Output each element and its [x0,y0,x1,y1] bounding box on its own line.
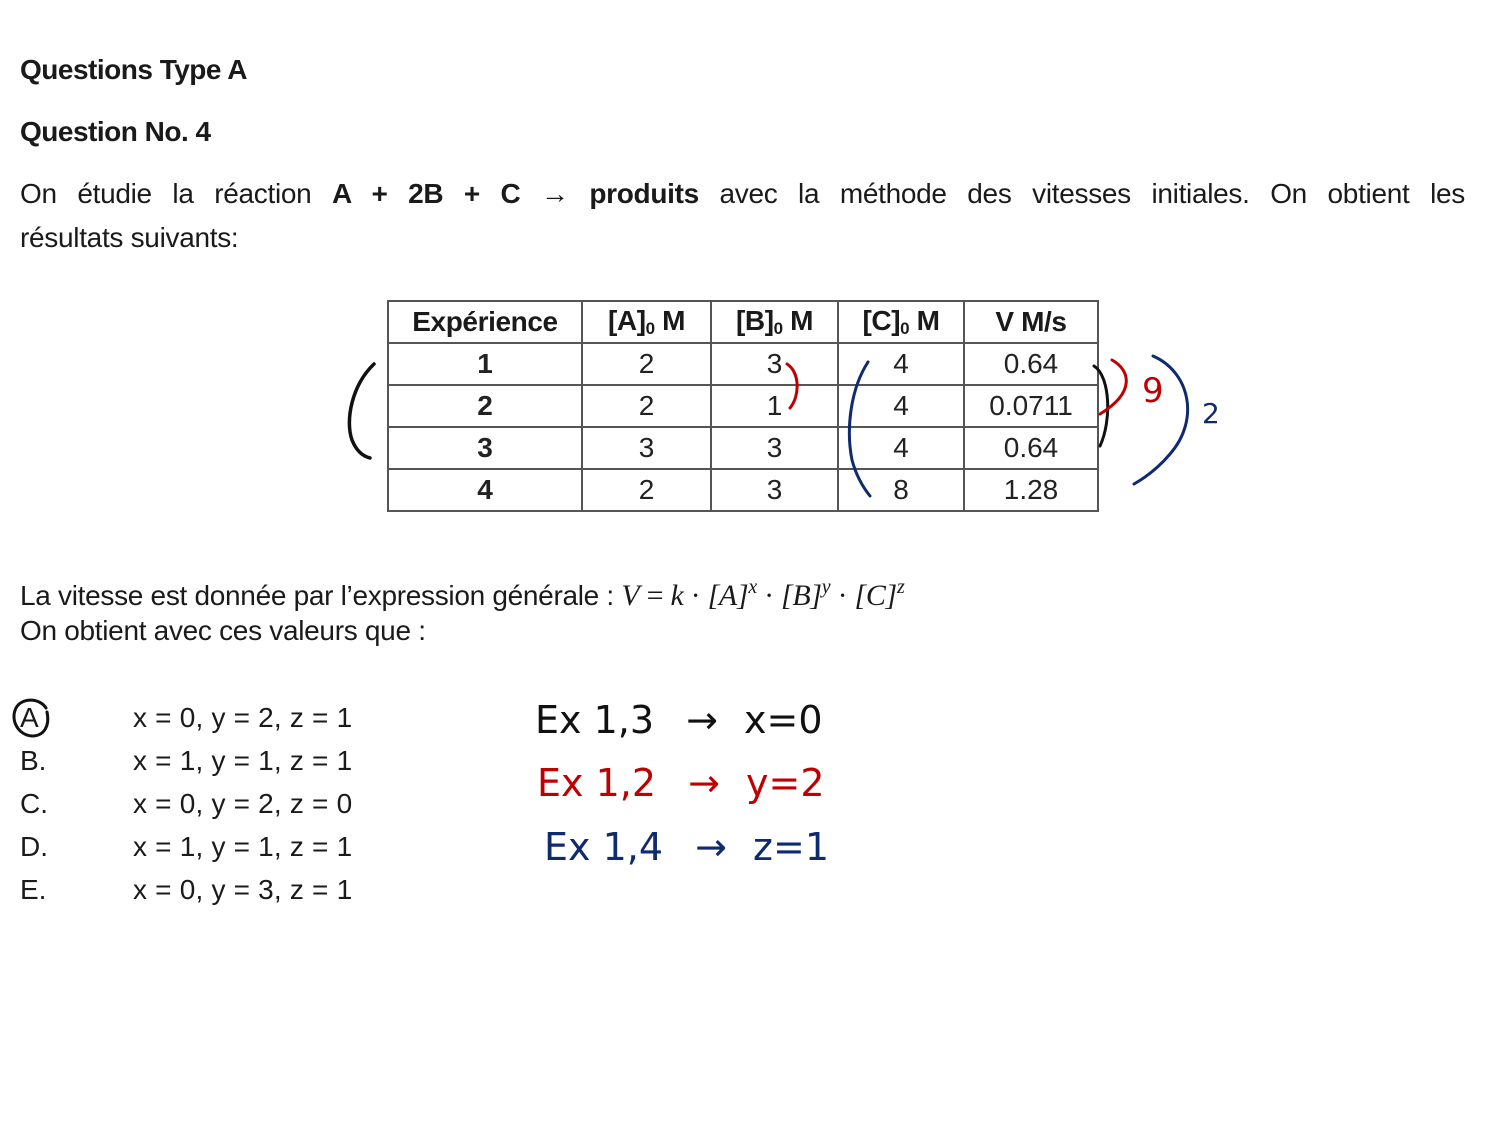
rate-law-text: La vitesse est donnée par l’expression générale : [20,580,622,611]
note-ex12: Ex 1,2 → y=2 [537,761,825,805]
cell-a: 2 [582,343,711,385]
cell-v: 1.28 [964,469,1098,511]
cell-b: 1 [711,385,838,427]
intro-line-1 [20,172,1465,216]
cell-v: 0.64 [964,343,1098,385]
intro-suffix: avec la méthode des vitesses initiales. On obtient les [698,178,1465,209]
bracket-blue-right-icon [1134,356,1188,484]
reaction-products: produits [589,178,699,209]
cell-b: 3 [711,427,838,469]
option-text: x = 1, y = 1, z = 1 [133,831,353,862]
bracket-black-left-icon [349,364,374,458]
table-header-row [388,301,1098,343]
option-text: x = 0, y = 2, z = 0 [133,788,353,819]
option-letter: D. [20,831,48,862]
reaction-arrow: → [541,178,569,209]
option-text: x = 1, y = 1, z = 1 [133,745,353,776]
option-text: x = 0, y = 3, z = 1 [133,874,353,905]
cell-c: 4 [838,385,964,427]
cell-b: 3 [711,469,838,511]
question-title: Question No. 4 [20,116,211,147]
prompt-text: On obtient avec ces valeurs que : [20,615,426,646]
cell-v: 0.64 [964,427,1098,469]
header-a0: $[A]_0$ M [582,301,711,343]
table-row [388,385,1098,427]
cell-a: 3 [582,427,711,469]
reaction-equation: A + 2B + C [332,178,521,209]
table-row [388,427,1098,469]
table-row [388,469,1098,511]
header-c0: $[C]_0$ M [838,301,964,343]
section-title: Questions Type A [20,54,247,85]
header-b0: $[B]_0$ M [711,301,838,343]
cell-exp: 1 [388,343,582,385]
cell-a: 2 [582,469,711,511]
cell-exp: 3 [388,427,582,469]
option-letter: E. [20,874,47,905]
option-letter: C. [20,788,48,819]
cell-c: 4 [838,343,964,385]
intro-prefix: On étudie la réaction [20,178,332,209]
cell-c: 4 [838,427,964,469]
cell-b: 3 [711,343,838,385]
blue-ratio-label: 2 [1202,397,1220,430]
header-experience: Expérience [388,301,582,343]
option-letter: A [20,702,39,733]
cell-exp: 4 [388,469,582,511]
option-letter: B. [20,745,47,776]
results-table [387,300,1099,512]
intro-line-2: résultats suivants: [20,222,239,253]
bracket-red-v-icon [1100,360,1126,414]
note-ex13: Ex 1,3 → x=0 [535,698,823,742]
cell-exp: 2 [388,385,582,427]
option-text: x = 0, y = 2, z = 1 [133,702,353,733]
red-ratio-label: 9 [1142,371,1164,411]
cell-a: 2 [582,385,711,427]
cell-v: 0.0711 [964,385,1098,427]
cell-c: 8 [838,469,964,511]
header-v: V M/s [964,301,1098,343]
table-row [388,343,1098,385]
note-ex14: Ex 1,4 → z=1 [544,825,830,869]
rate-law-formula: $V = k \cdot [A]^x \cdot [B]^y \cdot [C]^z$ [621,576,905,612]
